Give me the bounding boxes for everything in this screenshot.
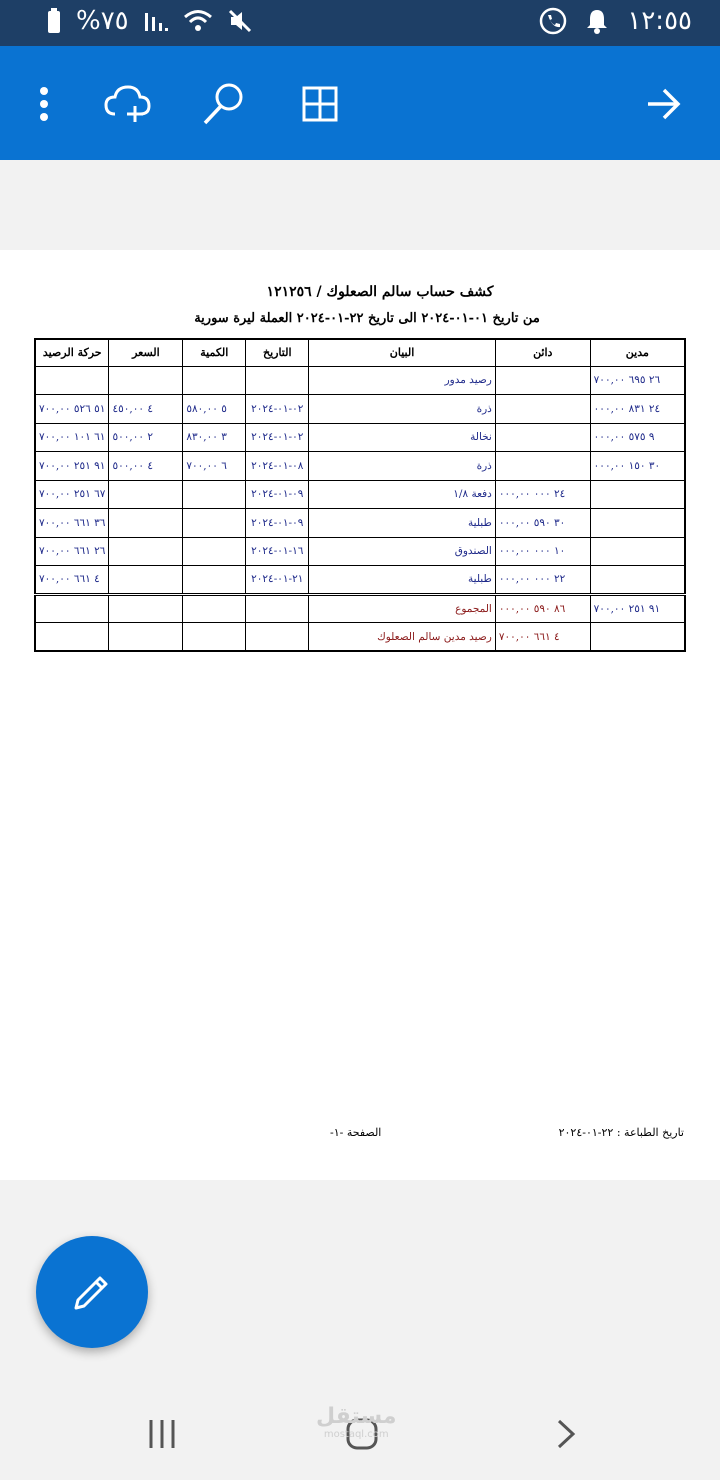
cell-quantity: ٦ ٧٠٠,٠٠ bbox=[183, 452, 246, 481]
cell-balance: ٥١ ٥٢٦ ٧٠٠,٠٠ bbox=[35, 395, 109, 424]
pencil-icon bbox=[70, 1270, 114, 1314]
search-icon bbox=[201, 81, 247, 127]
cell-debit: ٢٤ ٨٣١ ٠٠٠,٠٠ bbox=[590, 395, 685, 424]
signal-icon bbox=[143, 9, 169, 33]
cell-description: الصندوق bbox=[309, 537, 496, 566]
cell-credit: ١٠ ٠٠٠ ٠٠٠,٠٠ bbox=[495, 537, 590, 566]
watermark-subtext: mostaql.com bbox=[323, 1429, 389, 1440]
cell-description: ذرة bbox=[309, 452, 496, 481]
document-page bbox=[0, 250, 720, 1180]
table-row bbox=[35, 509, 685, 538]
cell-date bbox=[246, 366, 309, 395]
cell-credit bbox=[495, 423, 590, 452]
watermark-logo bbox=[316, 1404, 396, 1440]
final-balance-amount: ٤ ٦٦١ ٧٠٠,٠٠ bbox=[495, 623, 590, 652]
cell-credit bbox=[495, 395, 590, 424]
account-statement-table bbox=[34, 338, 686, 652]
cell-price bbox=[109, 480, 183, 509]
cloud-upload-button[interactable] bbox=[100, 76, 156, 132]
cell-quantity: ٣ ٨٣٠,٠٠ bbox=[183, 423, 246, 452]
cell-description: ذرة bbox=[309, 395, 496, 424]
cell-balance: ٤ ٦٦١ ٧٠٠,٠٠ bbox=[35, 566, 109, 595]
cell-credit bbox=[495, 366, 590, 395]
cell-description: دفعة ١/٨ bbox=[309, 480, 496, 509]
cell-description: نخالة bbox=[309, 423, 496, 452]
battery-level: %٧٥ bbox=[76, 6, 129, 36]
cell-balance: ٦١ ١٠١ ٧٠٠,٠٠ bbox=[35, 423, 109, 452]
cell-description: رصيد مدور bbox=[309, 366, 496, 395]
cell-price: ٤ ٥٠٠,٠٠ bbox=[109, 452, 183, 481]
cell-quantity bbox=[183, 509, 246, 538]
cell-credit bbox=[495, 452, 590, 481]
arrow-forward-icon bbox=[646, 87, 682, 121]
cell-quantity bbox=[183, 594, 246, 623]
cell-debit: ٢٦ ٦٩٥ ٧٠٠,٠٠ bbox=[590, 366, 685, 395]
call-icon bbox=[539, 7, 567, 35]
cell-quantity bbox=[183, 366, 246, 395]
header-price: السعر bbox=[109, 339, 183, 366]
cell-date: ٠٨-٠١-٢٠٢٤ bbox=[246, 452, 309, 481]
cell-price bbox=[109, 537, 183, 566]
header-date: التاريخ bbox=[246, 339, 309, 366]
cell-date: ١٦-٠١-٢٠٢٤ bbox=[246, 537, 309, 566]
cell-debit bbox=[590, 480, 685, 509]
header-balance: حركة الرصيد bbox=[35, 339, 109, 366]
cell-price: ٢ ٥٠٠,٠٠ bbox=[109, 423, 183, 452]
cell-date: ٠٩-٠١-٢٠٢٤ bbox=[246, 480, 309, 509]
cell-price: ٤ ٤٥٠,٠٠ bbox=[109, 395, 183, 424]
print-date: تاريخ الطباعة : ٢٢-٠١-٢٠٢٤ bbox=[558, 1126, 684, 1139]
total-debit: ٩١ ٢٥١ ٧٠٠,٠٠ bbox=[590, 594, 685, 623]
cell-balance: ٦٧ ٢٥١ ٧٠٠,٠٠ bbox=[35, 480, 109, 509]
cell-price bbox=[109, 566, 183, 595]
recent-apps-button[interactable] bbox=[134, 1414, 190, 1454]
cell-credit: ٢٤ ٠٠٠ ٠٠٠,٠٠ bbox=[495, 480, 590, 509]
cell-date bbox=[246, 623, 309, 652]
cell-debit bbox=[590, 509, 685, 538]
cell-debit: ٣٠ ١٥٠ ٠٠٠,٠٠ bbox=[590, 452, 685, 481]
cell-credit: ٣٠ ٥٩٠ ٠٠٠,٠٠ bbox=[495, 509, 590, 538]
app-toolbar bbox=[0, 46, 720, 160]
cell-date: ٢١-٠١-٢٠٢٤ bbox=[246, 566, 309, 595]
table-row bbox=[35, 366, 685, 395]
document-margin bbox=[0, 160, 720, 250]
forward-button[interactable] bbox=[636, 76, 692, 132]
final-balance-label: رصيد مدين سالم الصعلوك bbox=[309, 623, 496, 652]
chevron-right-icon bbox=[556, 1418, 576, 1450]
cell-date: ٠٢-٠١-٢٠٢٤ bbox=[246, 423, 309, 452]
more-vert-icon bbox=[37, 86, 51, 122]
cell-price bbox=[109, 366, 183, 395]
cell-balance bbox=[35, 594, 109, 623]
table-row bbox=[35, 537, 685, 566]
cell-balance: ٣٦ ٦٦١ ٧٠٠,٠٠ bbox=[35, 509, 109, 538]
cell-quantity bbox=[183, 537, 246, 566]
cell-balance: ٢٦ ٦٦١ ٧٠٠,٠٠ bbox=[35, 537, 109, 566]
cell-debit bbox=[590, 537, 685, 566]
clock: ١٢:٥٥ bbox=[627, 6, 692, 36]
watermark-text: مستقل bbox=[316, 1404, 397, 1429]
table-row bbox=[35, 566, 685, 595]
table-row bbox=[35, 423, 685, 452]
page-number: الصفحة -١- bbox=[330, 1126, 382, 1139]
total-label: المجموع bbox=[309, 594, 496, 623]
cell-quantity: ٥ ٥٨٠,٠٠ bbox=[183, 395, 246, 424]
cell-debit bbox=[590, 566, 685, 595]
report-date-range: من تاريخ ٠١-٠١-٢٠٢٤ الى تاريخ ٢٢-٠١-٢٠٢٤ العملة ليرة سورية bbox=[194, 311, 540, 326]
cell-price bbox=[109, 623, 183, 652]
cell-price bbox=[109, 594, 183, 623]
wifi-icon bbox=[183, 9, 213, 33]
cell-balance bbox=[35, 623, 109, 652]
cell-date bbox=[246, 594, 309, 623]
cell-date: ٠٢-٠١-٢٠٢٤ bbox=[246, 395, 309, 424]
search-button[interactable] bbox=[196, 76, 252, 132]
cell-date: ٠٩-٠١-٢٠٢٤ bbox=[246, 509, 309, 538]
mute-icon bbox=[227, 8, 253, 34]
cell-description: طبلية bbox=[309, 566, 496, 595]
header-credit: دائن bbox=[495, 339, 590, 366]
status-bar bbox=[0, 0, 720, 46]
edit-button[interactable] bbox=[36, 1236, 148, 1348]
total-credit: ٨٦ ٥٩٠ ٠٠٠,٠٠ bbox=[495, 594, 590, 623]
table-row bbox=[35, 452, 685, 481]
table-header-row bbox=[35, 339, 685, 366]
cell-price bbox=[109, 509, 183, 538]
cloud-upload-icon bbox=[103, 84, 153, 124]
table-row bbox=[35, 395, 685, 424]
cell-balance: ٩١ ٢٥١ ٧٠٠,٠٠ bbox=[35, 452, 109, 481]
notification-bell-icon bbox=[585, 8, 609, 34]
cell-quantity bbox=[183, 480, 246, 509]
table-row bbox=[35, 480, 685, 509]
battery-icon bbox=[46, 8, 62, 34]
cell-debit bbox=[590, 623, 685, 652]
cell-debit: ٩ ٥٧٥ ٠٠٠,٠٠ bbox=[590, 423, 685, 452]
report-title: كشف حساب سالم الصعلوك / ١٢١٢٥٦ bbox=[266, 284, 494, 300]
grid-view-button[interactable] bbox=[292, 76, 348, 132]
cell-quantity bbox=[183, 566, 246, 595]
more-options-button[interactable] bbox=[16, 76, 72, 132]
total-row bbox=[35, 594, 685, 623]
header-quantity: الكمية bbox=[183, 339, 246, 366]
recent-apps-icon bbox=[146, 1418, 178, 1450]
cell-balance bbox=[35, 366, 109, 395]
cell-quantity bbox=[183, 623, 246, 652]
cell-credit: ٢٢ ٠٠٠ ٠٠٠,٠٠ bbox=[495, 566, 590, 595]
final-balance-row bbox=[35, 623, 685, 652]
grid-view-icon bbox=[302, 86, 338, 122]
back-button[interactable] bbox=[538, 1414, 594, 1454]
cell-description: طبلية bbox=[309, 509, 496, 538]
header-debit: مدين bbox=[590, 339, 685, 366]
header-description: البيان bbox=[309, 339, 496, 366]
